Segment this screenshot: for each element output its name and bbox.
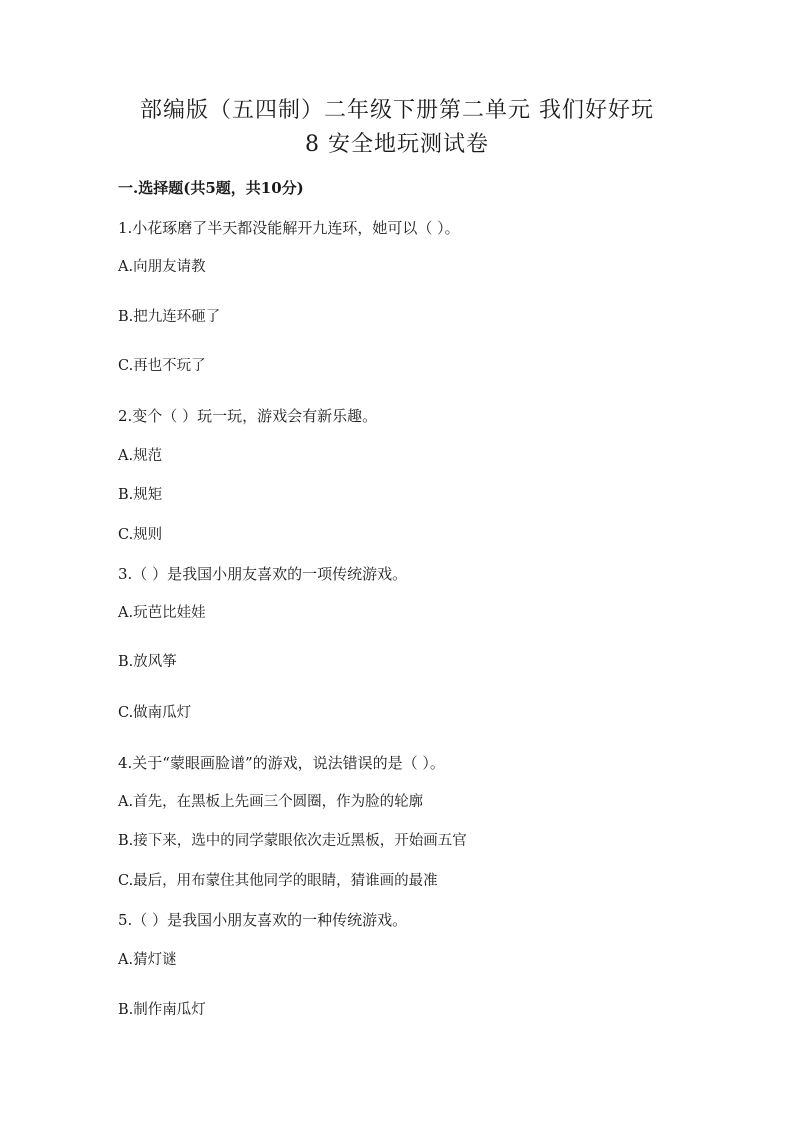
question-5-option-b: B.制作南瓜灯	[118, 1002, 206, 1018]
question-2-option-c: C.规则	[118, 527, 163, 543]
document-title-line-1: 部编版（五四制）二年级下册第二单元 我们好好玩	[140, 98, 654, 123]
question-4-option-c: C.最后，用布蒙住其他同学的眼睛，猜谁画的最准	[118, 873, 438, 889]
question-3-option-a: A.玩芭比娃娃	[118, 605, 206, 621]
question-2-stem: 2.变个（ ）玩一玩，游戏会有新乐趣。	[118, 407, 378, 425]
question-3-option-b: B.放风筝	[118, 654, 177, 670]
question-2-option-b: B.规矩	[118, 487, 163, 503]
question-5-stem: 5.（ ）是我国小朋友喜欢的一种传统游戏。	[118, 911, 408, 929]
question-2-option-a: A.规范	[118, 448, 163, 464]
question-4-option-a: A.首先，在黑板上先画三个圆圈，作为脸的轮廓	[118, 794, 424, 810]
document-title-line-2: 8 安全地玩测试卷	[305, 132, 489, 157]
question-4-stem: 4.关于“蒙眼画脸谱”的游戏，说法错误的是（ ）。	[118, 754, 445, 772]
question-4-option-b: B.接下来，选中的同学蒙眼依次走近黑板，开始画五官	[118, 833, 467, 849]
question-1-option-b: B.把九连环砸了	[118, 309, 221, 325]
question-1-option-a: A.向朋友请教	[118, 259, 206, 275]
section-heading: 一.选择题(共5题，共10分)	[118, 179, 304, 197]
question-5-option-a: A.猜灯谜	[118, 952, 177, 968]
question-1-option-c: C.再也不玩了	[118, 358, 206, 374]
question-3-option-c: C.做南瓜灯	[118, 705, 192, 721]
question-3-stem: 3.（ ）是我国小朋友喜欢的一项传统游戏。	[118, 565, 408, 583]
question-1-stem: 1.小花琢磨了半天都没能解开九连环，她可以（ ）。	[118, 219, 460, 237]
